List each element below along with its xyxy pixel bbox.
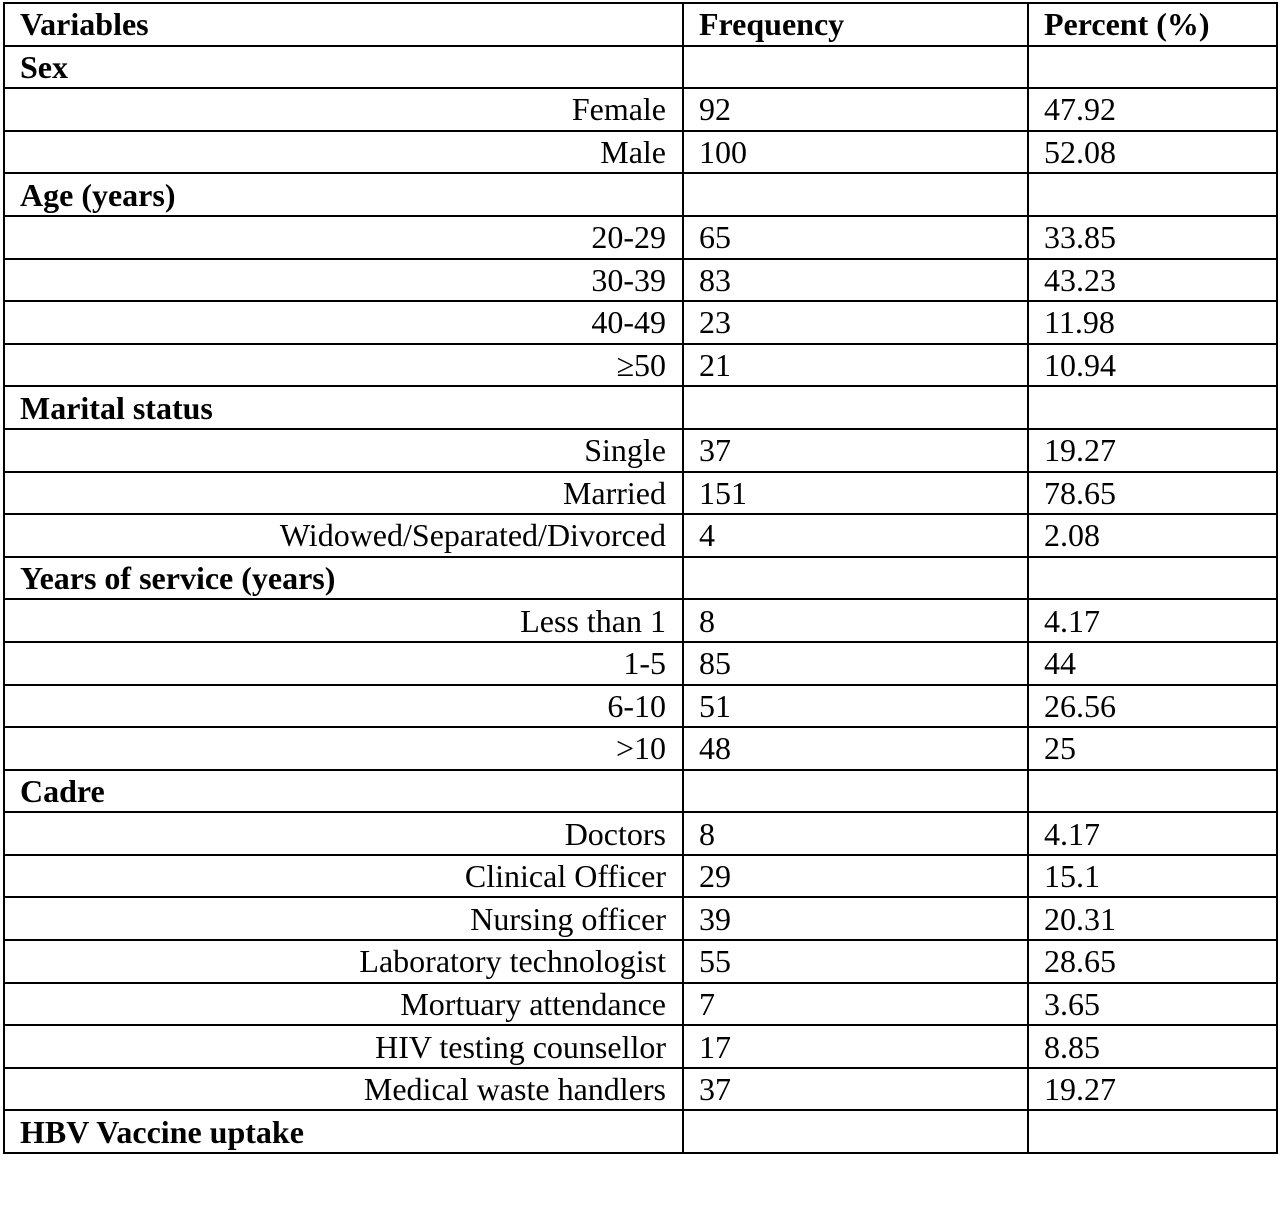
group-row [4, 46, 1277, 89]
percent-cell: 11.98 [1028, 301, 1277, 344]
frequency-cell: 151 [683, 472, 1028, 515]
row-label: Less than 1 [4, 599, 683, 642]
row-label: 30-39 [4, 259, 683, 302]
row-label: 20-29 [4, 216, 683, 259]
frequency-cell: 8 [683, 599, 1028, 642]
group-title: Marital status [4, 386, 683, 429]
table-row [4, 1025, 1277, 1068]
percent-cell: 52.08 [1028, 131, 1277, 174]
empty-cell [683, 770, 1028, 813]
percent-cell: 4.17 [1028, 599, 1277, 642]
frequency-cell: 17 [683, 1025, 1028, 1068]
frequency-cell: 48 [683, 727, 1028, 770]
table-row [4, 897, 1277, 940]
table-row [4, 131, 1277, 174]
row-label: Single [4, 429, 683, 472]
row-label: Mortuary attendance [4, 983, 683, 1026]
row-label: 6-10 [4, 685, 683, 728]
group-title: Cadre [4, 770, 683, 813]
group-title: Years of service (years) [4, 557, 683, 600]
table-row [4, 812, 1277, 855]
header-percent: Percent (%) [1028, 3, 1277, 46]
table-row [4, 301, 1277, 344]
header-frequency: Frequency [683, 3, 1028, 46]
frequency-cell: 4 [683, 514, 1028, 557]
percent-cell: 25 [1028, 727, 1277, 770]
table-row [4, 88, 1277, 131]
percent-cell: 33.85 [1028, 216, 1277, 259]
table-row [4, 514, 1277, 557]
table-row [4, 599, 1277, 642]
percent-cell: 47.92 [1028, 88, 1277, 131]
percent-cell: 8.85 [1028, 1025, 1277, 1068]
table-row [4, 983, 1277, 1026]
row-label: Medical waste handlers [4, 1068, 683, 1111]
group-row [4, 770, 1277, 813]
row-label: Married [4, 472, 683, 515]
row-label: Widowed/Separated/Divorced [4, 514, 683, 557]
group-row [4, 386, 1277, 429]
group-row [4, 173, 1277, 216]
table-row [4, 1068, 1277, 1111]
demographics-table [3, 2, 1278, 1154]
table-row [4, 429, 1277, 472]
table-row [4, 940, 1277, 983]
frequency-cell: 37 [683, 1068, 1028, 1111]
table-row [4, 685, 1277, 728]
table-row [4, 472, 1277, 515]
frequency-cell: 39 [683, 897, 1028, 940]
empty-cell [683, 46, 1028, 89]
row-label: Clinical Officer [4, 855, 683, 898]
percent-cell: 4.17 [1028, 812, 1277, 855]
group-row [4, 1110, 1277, 1153]
row-label: ≥50 [4, 344, 683, 387]
frequency-cell: 92 [683, 88, 1028, 131]
row-label: HIV testing counsellor [4, 1025, 683, 1068]
table-row [4, 344, 1277, 387]
frequency-cell: 51 [683, 685, 1028, 728]
empty-cell [683, 1110, 1028, 1153]
percent-cell: 28.65 [1028, 940, 1277, 983]
empty-cell [1028, 173, 1277, 216]
group-title: HBV Vaccine uptake [4, 1110, 683, 1153]
table-row [4, 642, 1277, 685]
empty-cell [1028, 1110, 1277, 1153]
table-row [4, 216, 1277, 259]
row-label: 40-49 [4, 301, 683, 344]
percent-cell: 15.1 [1028, 855, 1277, 898]
percent-cell: 20.31 [1028, 897, 1277, 940]
group-row [4, 557, 1277, 600]
frequency-cell: 85 [683, 642, 1028, 685]
header-row [4, 3, 1277, 46]
row-label: Doctors [4, 812, 683, 855]
percent-cell: 78.65 [1028, 472, 1277, 515]
header-variables: Variables [4, 3, 683, 46]
percent-cell: 10.94 [1028, 344, 1277, 387]
frequency-cell: 23 [683, 301, 1028, 344]
percent-cell: 2.08 [1028, 514, 1277, 557]
frequency-cell: 21 [683, 344, 1028, 387]
percent-cell: 19.27 [1028, 429, 1277, 472]
frequency-cell: 65 [683, 216, 1028, 259]
frequency-cell: 29 [683, 855, 1028, 898]
frequency-cell: 37 [683, 429, 1028, 472]
group-title: Sex [4, 46, 683, 89]
table-row [4, 855, 1277, 898]
frequency-cell: 100 [683, 131, 1028, 174]
row-label: Female [4, 88, 683, 131]
row-label: >10 [4, 727, 683, 770]
table-row [4, 727, 1277, 770]
empty-cell [1028, 46, 1277, 89]
empty-cell [683, 173, 1028, 216]
percent-cell: 43.23 [1028, 259, 1277, 302]
row-label: 1-5 [4, 642, 683, 685]
group-title: Age (years) [4, 173, 683, 216]
table-row [4, 259, 1277, 302]
percent-cell: 3.65 [1028, 983, 1277, 1026]
row-label: Nursing officer [4, 897, 683, 940]
frequency-cell: 7 [683, 983, 1028, 1026]
percent-cell: 26.56 [1028, 685, 1277, 728]
empty-cell [1028, 770, 1277, 813]
percent-cell: 44 [1028, 642, 1277, 685]
empty-cell [1028, 386, 1277, 429]
empty-cell [683, 386, 1028, 429]
row-label: Male [4, 131, 683, 174]
frequency-cell: 83 [683, 259, 1028, 302]
percent-cell: 19.27 [1028, 1068, 1277, 1111]
table-body [4, 46, 1277, 1153]
empty-cell [683, 557, 1028, 600]
frequency-cell: 8 [683, 812, 1028, 855]
frequency-cell: 55 [683, 940, 1028, 983]
empty-cell [1028, 557, 1277, 600]
row-label: Laboratory technologist [4, 940, 683, 983]
